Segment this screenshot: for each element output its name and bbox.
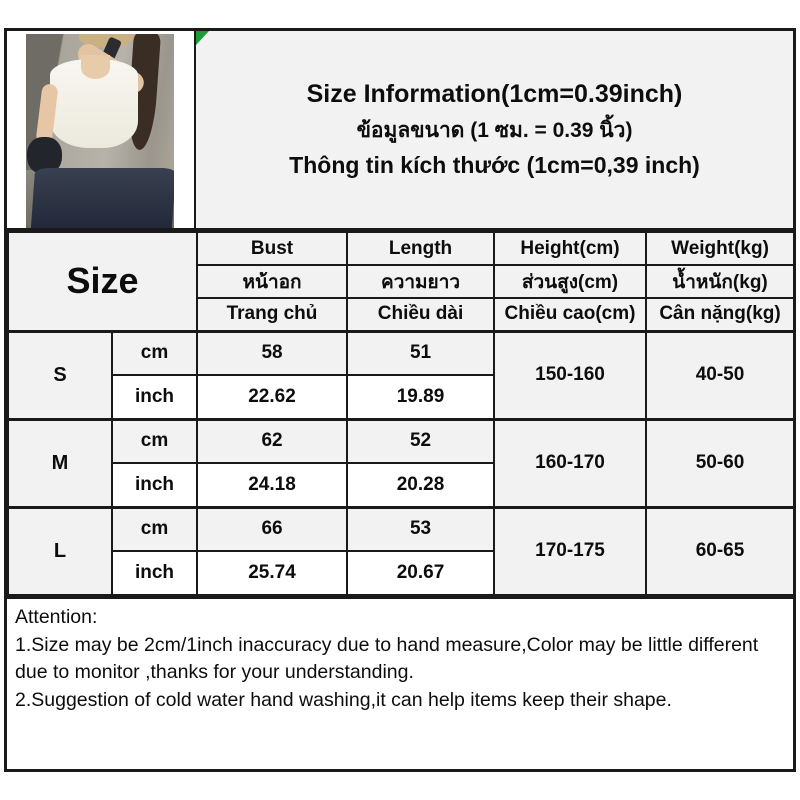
s-bust-inch: 22.62 [197,375,347,419]
header-bust-en: Bust [197,232,347,265]
table-row-s-cm [8,331,794,375]
l-length-cm: 53 [347,507,494,551]
photo-cell [7,31,196,228]
header-weight-th: น้ำหนัก(kg) [646,265,794,298]
m-height-range: 160-170 [494,419,646,507]
top-row [7,31,793,231]
jeans-shape [31,168,174,228]
size-header-cell: Size [8,232,197,331]
model-photo [26,34,174,228]
title-cell [196,31,793,228]
s-length-cm: 51 [347,331,494,375]
header-row-english [8,232,794,265]
neckline-shape [81,55,111,78]
header-weight-vi: Cân nặng(kg) [646,298,794,331]
title-thai: ข้อมูลขนาด (1 ซม. = 0.39 นิ้ว) [356,119,633,142]
m-length-cm: 52 [347,419,494,463]
size-label-l: L [8,507,112,595]
header-length-th: ความยาว [347,265,494,298]
s-length-inch: 19.89 [347,375,494,419]
header-length-vi: Chiều dài [347,298,494,331]
header-height-th: ส่วนสูง(cm) [494,265,646,298]
l-height-range: 170-175 [494,507,646,595]
size-label-m: M [8,419,112,507]
attention-heading: Attention: [15,606,98,628]
header-weight-en: Weight(kg) [646,232,794,265]
attention-note [7,596,793,769]
attention-line-2: 2.Suggestion of cold water hand washing,it can help items keep their shape. [15,689,672,712]
unit-inch: inch [112,375,197,419]
size-table [7,231,795,596]
table-row-l-cm [8,507,794,551]
header-height-vi: Chiều cao(cm) [494,298,646,331]
s-weight-range: 40-50 [646,331,794,419]
l-bust-inch: 25.74 [197,551,347,595]
title-english: Size Information(1cm=0.39inch) [306,80,683,108]
m-bust-inch: 24.18 [197,463,347,507]
l-length-inch: 20.67 [347,551,494,595]
title-vietnamese: Thông tin kích thước (1cm=0,39 inch) [289,152,700,178]
m-weight-range: 50-60 [646,419,794,507]
size-label-s: S [8,331,112,419]
m-bust-cm: 62 [197,419,347,463]
m-length-inch: 20.28 [347,463,494,507]
chart-frame [4,28,796,772]
header-height-en: Height(cm) [494,232,646,265]
s-bust-cm: 58 [197,331,347,375]
unit-cm: cm [112,419,197,463]
unit-inch: inch [112,551,197,595]
unit-cm: cm [112,507,197,551]
header-length-en: Length [347,232,494,265]
l-bust-cm: 66 [197,507,347,551]
green-corner-marker-icon [196,31,209,45]
table-row-m-cm [8,419,794,463]
header-bust-th: หน้าอก [197,265,347,298]
s-height-range: 150-160 [494,331,646,419]
attention-line-1: 1.Size may be 2cm/1inch inaccuracy due to hand measure,Color may be little different due to monitor ,thanks for your understanding. [15,633,759,684]
l-weight-range: 60-65 [646,507,794,595]
header-bust-vi: Trang chủ [197,298,347,331]
unit-cm: cm [112,331,197,375]
unit-inch: inch [112,463,197,507]
